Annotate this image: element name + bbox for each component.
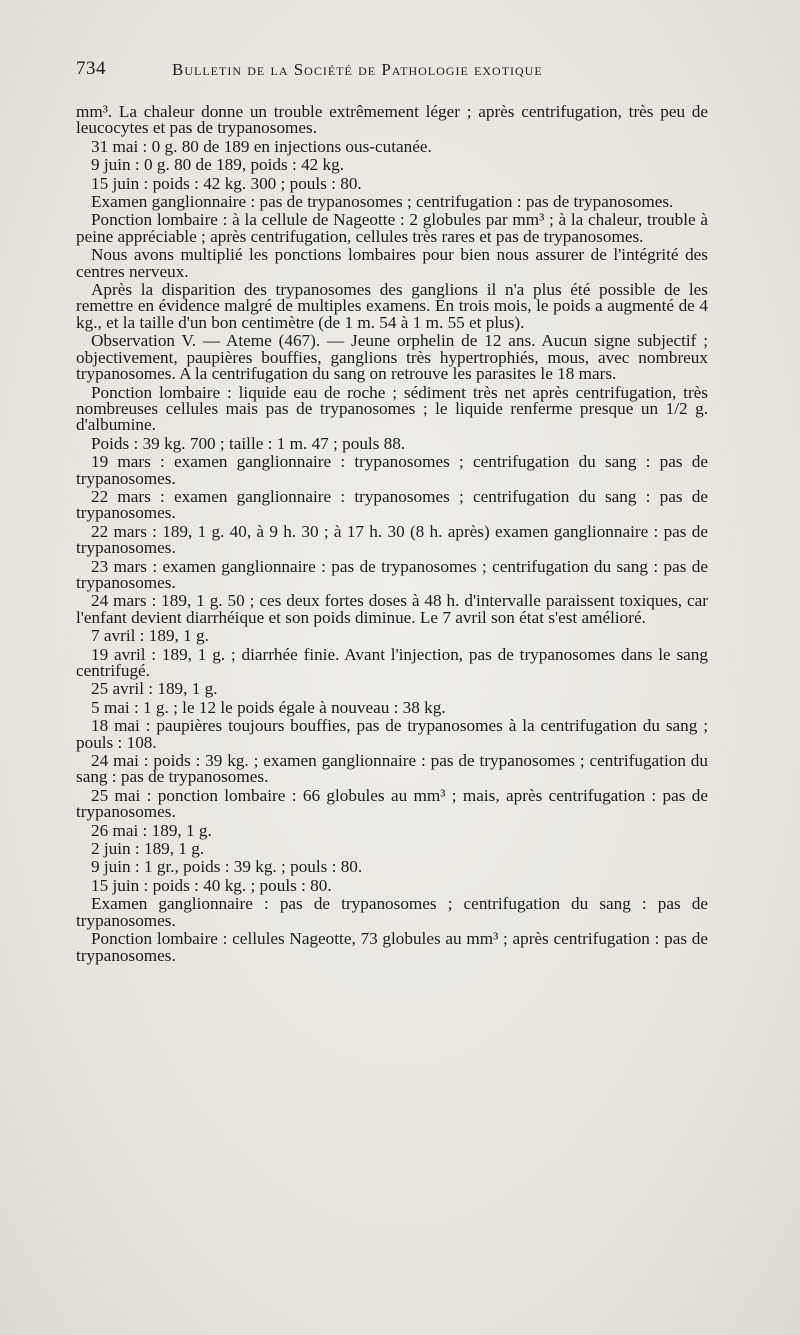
page-number: 734 bbox=[76, 58, 106, 79]
paragraph: 26 mai : 189, 1 g. bbox=[91, 820, 212, 840]
paragraph: 18 mai : paupières toujours bouffies, pas de trypanosomes à la centrifugation du sang ; pouls : 108. bbox=[76, 716, 708, 752]
page-body bbox=[76, 104, 708, 966]
paragraph: 15 juin : poids : 42 kg. 300 ; pouls : 80. bbox=[91, 173, 362, 193]
paragraph: 7 avril : 189, 1 g. bbox=[91, 626, 209, 646]
paragraph: 25 mai : ponction lombaire : 66 globules au mm³ ; mais, après centrifugation : pas de trypanosomes. bbox=[76, 785, 708, 822]
paragraph: Examen ganglionnaire : pas de trypanosomes ; centrifugation du sang : pas de trypanosomes. bbox=[76, 894, 708, 930]
paragraph: 22 mars : examen ganglionnaire : trypanosomes ; centrifugation du sang : pas de trypanosomes. bbox=[76, 486, 708, 523]
paragraph: Ponction lombaire : cellules Nageotte, 73 globules au mm³ ; après centrifugation : pas de trypanosomes. bbox=[76, 929, 708, 965]
paragraph: 25 avril : 189, 1 g. bbox=[91, 679, 218, 699]
paragraph: 9 juin : 1 gr., poids : 39 kg. ; pouls : 80. bbox=[91, 857, 363, 877]
paragraph: 2 juin : 189, 1 g. bbox=[91, 839, 205, 859]
running-title: Bulletin de la Société de Pathologie exotique bbox=[172, 60, 543, 79]
paragraph: Ponction lombaire : liquide eau de roche ; sédiment très net après centrifugation, très nombreuses cellules mais pas de trypanosomes ; le liquide renferme presque un 1/2 g. d'albumine. bbox=[76, 382, 708, 435]
observation-paragraph: Observation V. — Ateme (467). — Jeune orphelin de 12 ans. Aucun signe subjectif ; objectivement, paupières bouffies, ganglions très hypertrophiés, mous, avec nombreux trypanosomes. A la centrifugation du sang on retrouve les parasites le 18 mars. bbox=[76, 331, 708, 384]
paragraph: Après la disparition des trypanosomes des ganglions il n'a plus été possible de les remettre en évidence malgré de multiples examens. En trois mois, le poids a augmenté de 4 kg., et la taille d'un bon centimètre (de 1 m. 54 à 1 m. 55 et plus). bbox=[76, 280, 708, 332]
paragraph: 15 juin : poids : 40 kg. ; pouls : 80. bbox=[91, 875, 332, 895]
page-header bbox=[0, 58, 800, 84]
paragraph: 19 avril : 189, 1 g. ; diarrhée finie. Avant l'injection, pas de trypanosomes dans le sang centrifugé. bbox=[76, 644, 708, 680]
paragraph: 9 juin : 0 g. 80 de 189, poids : 42 kg. bbox=[91, 155, 345, 175]
paragraph: 31 mai : 0 g. 80 de 189 en injections ous-cutanée. bbox=[91, 136, 432, 156]
paragraph: Poids : 39 kg. 700 ; taille : 1 m. 47 ; pouls 88. bbox=[91, 433, 406, 453]
paragraph: Examen ganglionnaire : pas de trypanosomes ; centrifugation : pas de trypanosomes. bbox=[91, 192, 674, 212]
paragraph: 19 mars : examen ganglionnaire : trypanosomes ; centrifugation du sang : pas de trypanosomes. bbox=[76, 452, 708, 488]
paragraph: 23 mars : examen ganglionnaire : pas de trypanosomes ; centrifugation du sang : pas de trypanosomes. bbox=[76, 556, 708, 592]
paragraph: 22 mars : 189, 1 g. 40, à 9 h. 30 ; à 17 h. 30 (8 h. après) examen ganglionnaire : pas de trypanosomes. bbox=[76, 521, 708, 558]
paragraph: Nous avons multiplié les ponctions lombaires pour bien nous assurer de l'intégrité des centres nerveux. bbox=[76, 245, 708, 281]
paragraph: 5 mai : 1 g. ; le 12 le poids égale à nouveau : 38 kg. bbox=[91, 697, 446, 717]
paragraph: Ponction lombaire : à la cellule de Nageotte : 2 globules par mm³ ; à la chaleur, trouble à peine appréciable ; après centrifugation, cellules très rares et pas de trypanosomes. bbox=[76, 210, 708, 246]
paragraph: 24 mai : poids : 39 kg. ; examen ganglionnaire : pas de trypanosomes ; centrifugation du sang : pas de trypanosomes. bbox=[76, 751, 708, 787]
paragraph: mm³. La chaleur donne un trouble extrêmement léger ; après centrifugation, très peu de leucocytes et pas de trypanosomes. bbox=[76, 102, 708, 138]
paragraph: 24 mars : 189, 1 g. 50 ; ces deux fortes doses à 48 h. d'intervalle paraissent toxiques, car l'enfant devient diarrhéique et son poids diminue. Le 7 avril son état s'est amélioré. bbox=[76, 591, 708, 627]
